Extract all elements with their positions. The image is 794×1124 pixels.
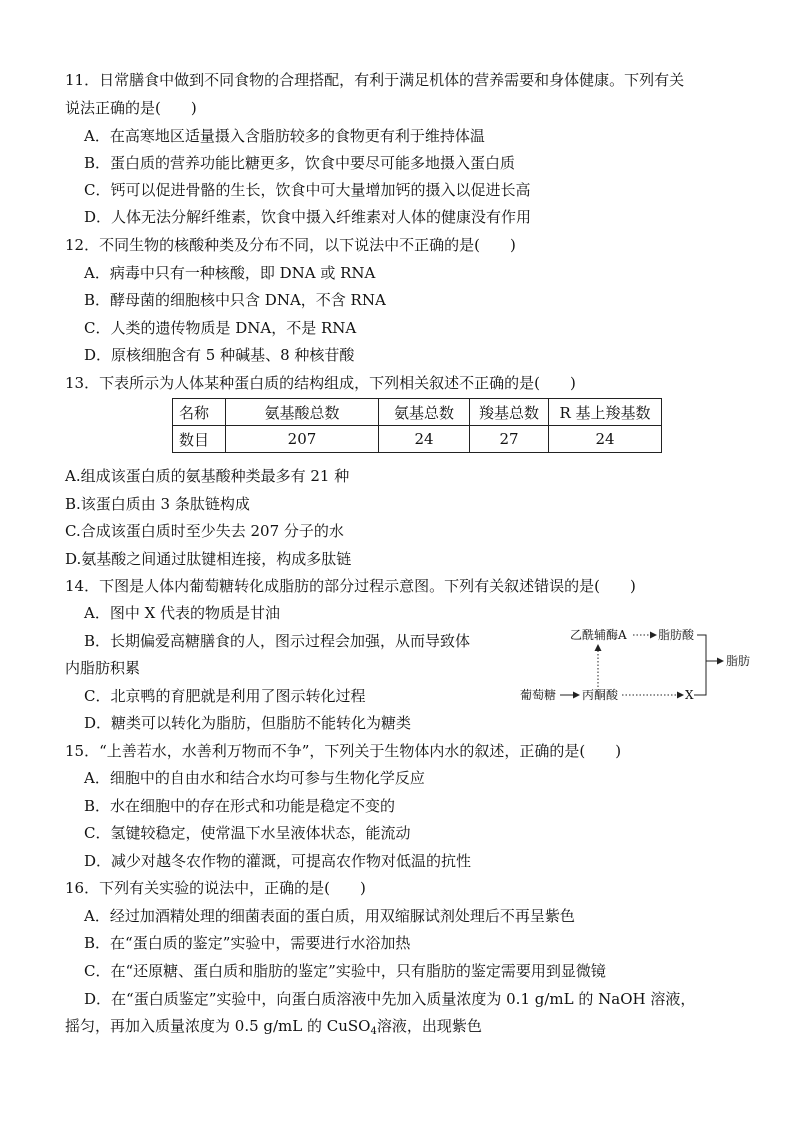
q14-option-c: C．北京鸭的育肥就是利用了图示转化过程 (84, 687, 366, 705)
table-header-cell: R 基上羧基数 (549, 399, 662, 426)
label-acetyl-coa: 乙酰辅酶A (570, 628, 627, 642)
label-pyruvate: 丙酮酸 (582, 688, 619, 702)
connector-x (694, 661, 706, 695)
q11-stem-line2: 说法正确的是( ) (65, 99, 197, 117)
connector-fattyacid (697, 635, 706, 661)
label-x: X (685, 688, 694, 702)
q15-option-b: B．水在细胞中的存在形式和功能是稳定不变的 (84, 797, 396, 815)
table-header-cell: 名称 (173, 399, 226, 426)
q13-option-c: C.合成该蛋白质时至少失去 207 分子的水 (65, 522, 344, 540)
table-header-row (173, 399, 662, 426)
q16-d2-post: 溶液，出现紫色 (376, 1017, 482, 1035)
q15-stem: 15．“上善若水，水善利万物而不争”，下列关于生物体内水的叙述，正确的是( ) (65, 742, 622, 760)
table-row (173, 426, 662, 453)
glucose-to-fat-diagram (516, 620, 766, 715)
q11-option-c: C．钙可以促进骨骼的生长，饮食中可大量增加钙的摄入以促进长高 (84, 181, 531, 199)
q16-d2-sub: 4 (370, 1026, 377, 1037)
q12-option-a: A．病毒中只有一种核酸，即 DNA 或 RNA (84, 264, 376, 282)
q11-stem-line1: 11．日常膳食中做到不同食物的合理搭配，有利于满足机体的营养需要和身体健康。下列有关 (65, 71, 685, 89)
q16-option-c: C．在“还原糖、蛋白质和脂肪的鉴定”实验中，只有脂肪的鉴定需要用到显微镜 (84, 962, 606, 980)
table-header-cell: 羧基总数 (470, 399, 549, 426)
table-header-cell: 氨基酸总数 (226, 399, 379, 426)
table-cell: 数目 (173, 426, 226, 453)
q13-option-a: A.组成该蛋白质的氨基酸种类最多有 21 种 (65, 467, 350, 485)
q14-option-b-line2: 内脂肪积累 (65, 659, 141, 677)
label-fat: 脂肪 (726, 654, 751, 668)
q12-option-d: D．原核细胞含有 5 种碱基、8 种核苷酸 (84, 346, 355, 364)
q16-option-d-line2 (65, 1016, 482, 1036)
q13-option-b: B.该蛋白质由 3 条肽链构成 (65, 495, 250, 513)
table-cell: 24 (549, 426, 662, 453)
q11-option-d: D．人体无法分解纤维素，饮食中摄入纤维素对人体的健康没有作用 (84, 208, 532, 226)
q12-option-b: B．酵母菌的细胞核中只含 DNA，不含 RNA (84, 291, 386, 309)
q11-option-b: B．蛋白质的营养功能比糖更多，饮食中要尽可能多地摄入蛋白质 (84, 154, 516, 172)
q14-option-a: A．图中 X 代表的物质是甘油 (84, 604, 281, 622)
q16-stem: 16．下列有关实验的说法中，正确的是( ) (65, 879, 366, 897)
q16-option-d-line1: D．在“蛋白质鉴定”实验中，向蛋白质溶液中先加入质量浓度为 0.1 g/mL 的 NaOH 溶液， (84, 990, 696, 1008)
q14-option-b-line1: B．长期偏爱高糖膳食的人，图示过程会加强，从而导致体 (84, 632, 471, 650)
q15-option-d: D．减少对越冬农作物的灌溉，可提高农作物对低温的抗性 (84, 852, 472, 870)
table-cell: 24 (379, 426, 470, 453)
q12-option-c: C．人类的遗传物质是 DNA，不是 RNA (84, 319, 357, 337)
q13-table (172, 398, 662, 453)
q12-stem: 12．不同生物的核酸种类及分布不同，以下说法中不正确的是( ) (65, 236, 516, 254)
q13-option-d: D.氨基酸之间通过肽键相连接，构成多肽链 (65, 550, 352, 568)
q16-option-a: A．经过加酒精处理的细菌表面的蛋白质，用双缩脲试剂处理后不再呈紫色 (84, 907, 575, 925)
q15-option-a: A．细胞中的自由水和结合水均可参与生物化学反应 (84, 769, 425, 787)
table-cell: 27 (470, 426, 549, 453)
q14-stem: 14．下图是人体内葡萄糖转化成脂肪的部分过程示意图。下列有关叙述错误的是( ) (65, 577, 636, 595)
label-fatty-acid: 脂肪酸 (658, 628, 695, 642)
q14-option-d: D．糖类可以转化为脂肪，但脂肪不能转化为糖类 (84, 714, 412, 732)
q16-option-b: B．在“蛋白质的鉴定”实验中，需要进行水浴加热 (84, 934, 411, 952)
label-glucose: 葡萄糖 (520, 688, 557, 702)
q16-d2-pre: 摇匀，再加入质量浓度为 0.5 g/mL 的 CuSO (65, 1017, 371, 1035)
table-header-cell: 氨基总数 (379, 399, 470, 426)
q13-stem: 13．下表所示为人体某种蛋白质的结构组成，下列相关叙述不正确的是( ) (65, 374, 576, 392)
q11-option-a: A．在高寒地区适量摄入含脂肪较多的食物更有利于维持体温 (84, 127, 485, 145)
q15-option-c: C．氢键较稳定，使常温下水呈液体状态，能流动 (84, 824, 411, 842)
table-cell: 207 (226, 426, 379, 453)
